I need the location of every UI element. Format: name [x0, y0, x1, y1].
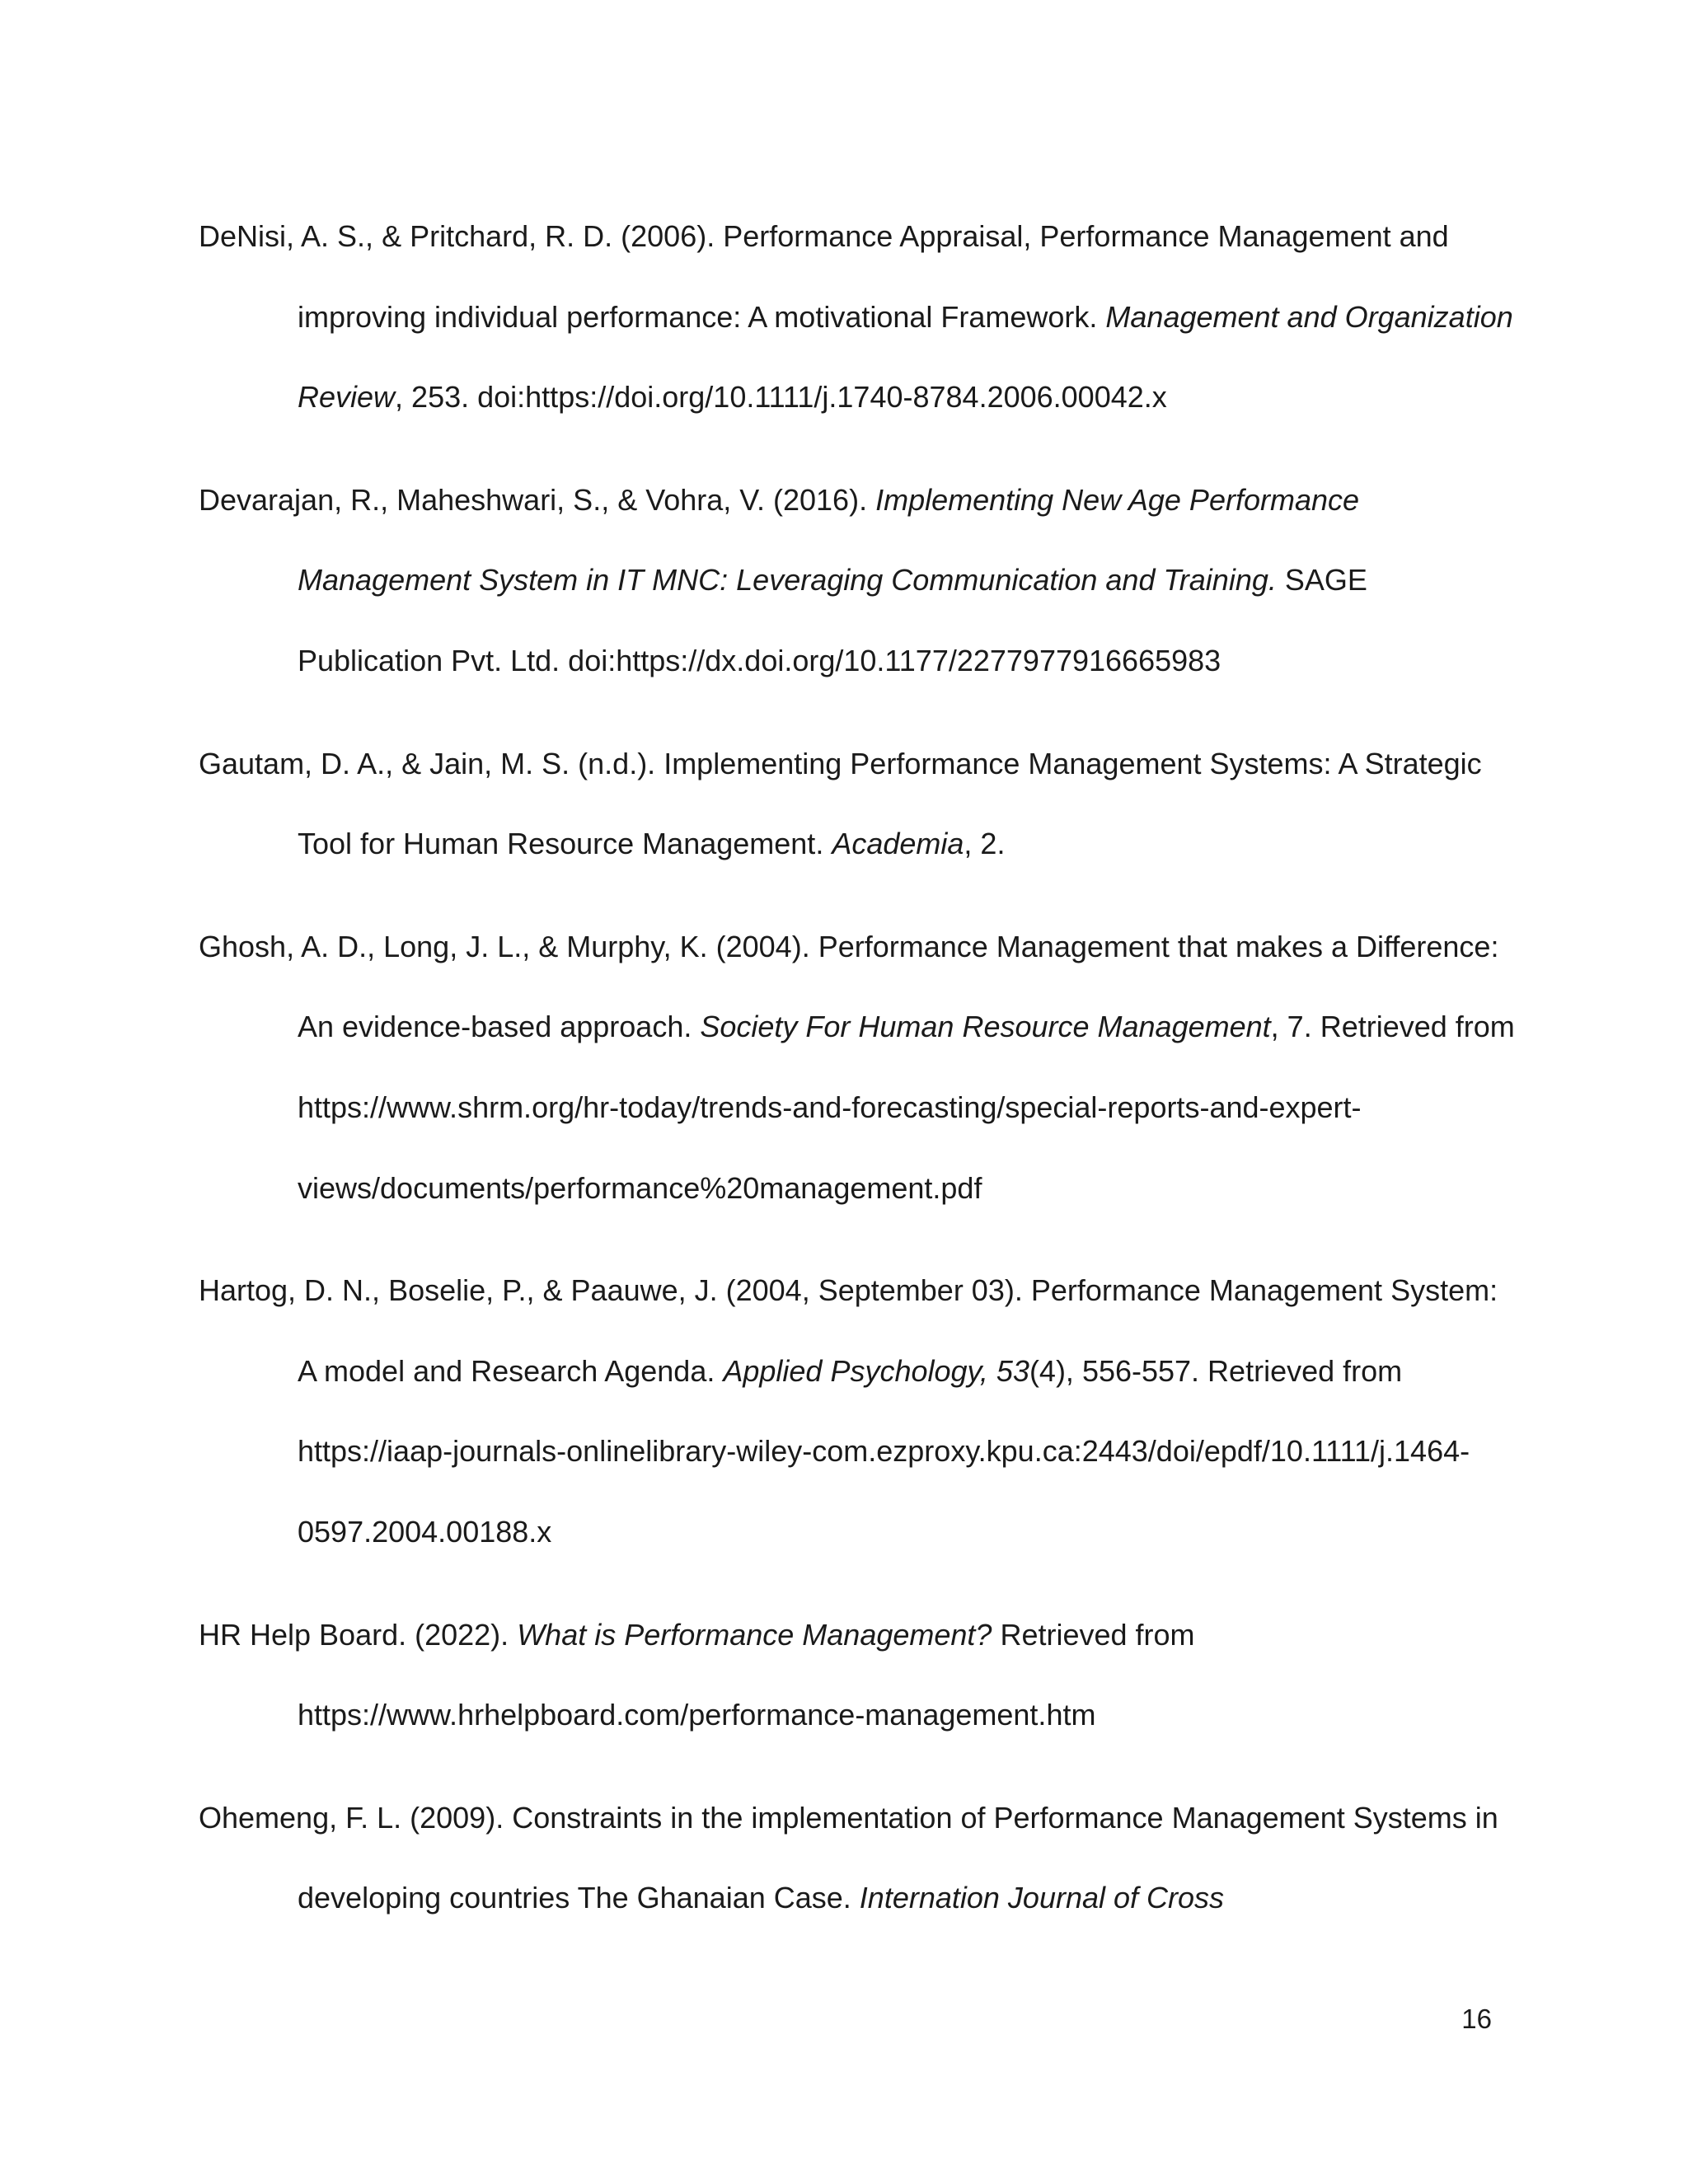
reference-entry [199, 1778, 1517, 1938]
reference-text: Hartog, D. N., Boselie, P., & Paauwe, J. (2004, September 03). Performance Management System: A model and Research Agenda. [199, 1273, 1498, 1388]
reference-text: Retrieved from https://www.hrhelpboard.com/performance-management.htm [298, 1617, 1195, 1732]
reference-entry [199, 460, 1517, 701]
reference-source-title: Internation Journal of Cross [859, 1881, 1225, 1915]
reference-source-title: Society For Human Resource Management [700, 1010, 1271, 1044]
reference-text: , 2. [964, 827, 1006, 861]
reference-text: Gautam, D. A., & Jain, M. S. (n.d.). Implementing Performance Management Systems: A Strategic Tool for Human Resource Management. [199, 746, 1482, 861]
reference-source-title: Management and Organization Review [298, 299, 1513, 415]
reference-entry [199, 1595, 1517, 1755]
reference-entry [199, 907, 1517, 1228]
reference-list [199, 196, 1517, 1961]
reference-text: (4), 556-557. Retrieved from https://iaap-journals-onlinelibrary-wiley-com.ezproxy.kpu.ca:2443/doi/epdf/10.1111/j.1464-0597.2004.00188.x [298, 1353, 1470, 1549]
reference-source-title: Applied Psychology, 53 [723, 1353, 1029, 1388]
reference-text: , 7. Retrieved from https://www.shrm.org/hr-today/trends-and-forecasting/special-reports-and-expert-views/documents/performance%20management.pdf [298, 1010, 1515, 1205]
reference-entry [199, 724, 1517, 884]
reference-source-title: What is Performance Management? [517, 1617, 992, 1652]
reference-text: SAGE Publication Pvt. Ltd. doi:https://dx.doi.org/10.1177/2277977916665983 [298, 563, 1367, 677]
reference-text: , 253. doi:https://doi.org/10.1111/j.1740-8784.2006.00042.x [395, 380, 1167, 415]
page-number: 16 [1461, 2004, 1492, 2034]
reference-text: Ghosh, A. D., Long, J. L., & Murphy, K. (2004). Performance Management that makes a Difference: An evidence-based approach. [199, 929, 1499, 1044]
reference-entry [199, 196, 1517, 438]
reference-text: Ohemeng, F. L. (2009). Constraints in the implementation of Performance Management Systems in developing countries The Ghanaian Case. [199, 1800, 1498, 1915]
reference-source-title: Implementing New Age Performance Management System in IT MNC: Leveraging Communication and Training. [298, 482, 1360, 598]
reference-text: DeNisi, A. S., & Pritchard, R. D. (2006). Performance Appraisal, Performance Management and improving individual performance: A motivational Framework. [199, 219, 1449, 334]
reference-source-title: Academia [832, 827, 964, 861]
reference-entry [199, 1250, 1517, 1572]
reference-text: HR Help Board. (2022). [199, 1617, 518, 1652]
reference-text: Devarajan, R., Maheshwari, S., & Vohra, V. (2016). [199, 482, 876, 517]
